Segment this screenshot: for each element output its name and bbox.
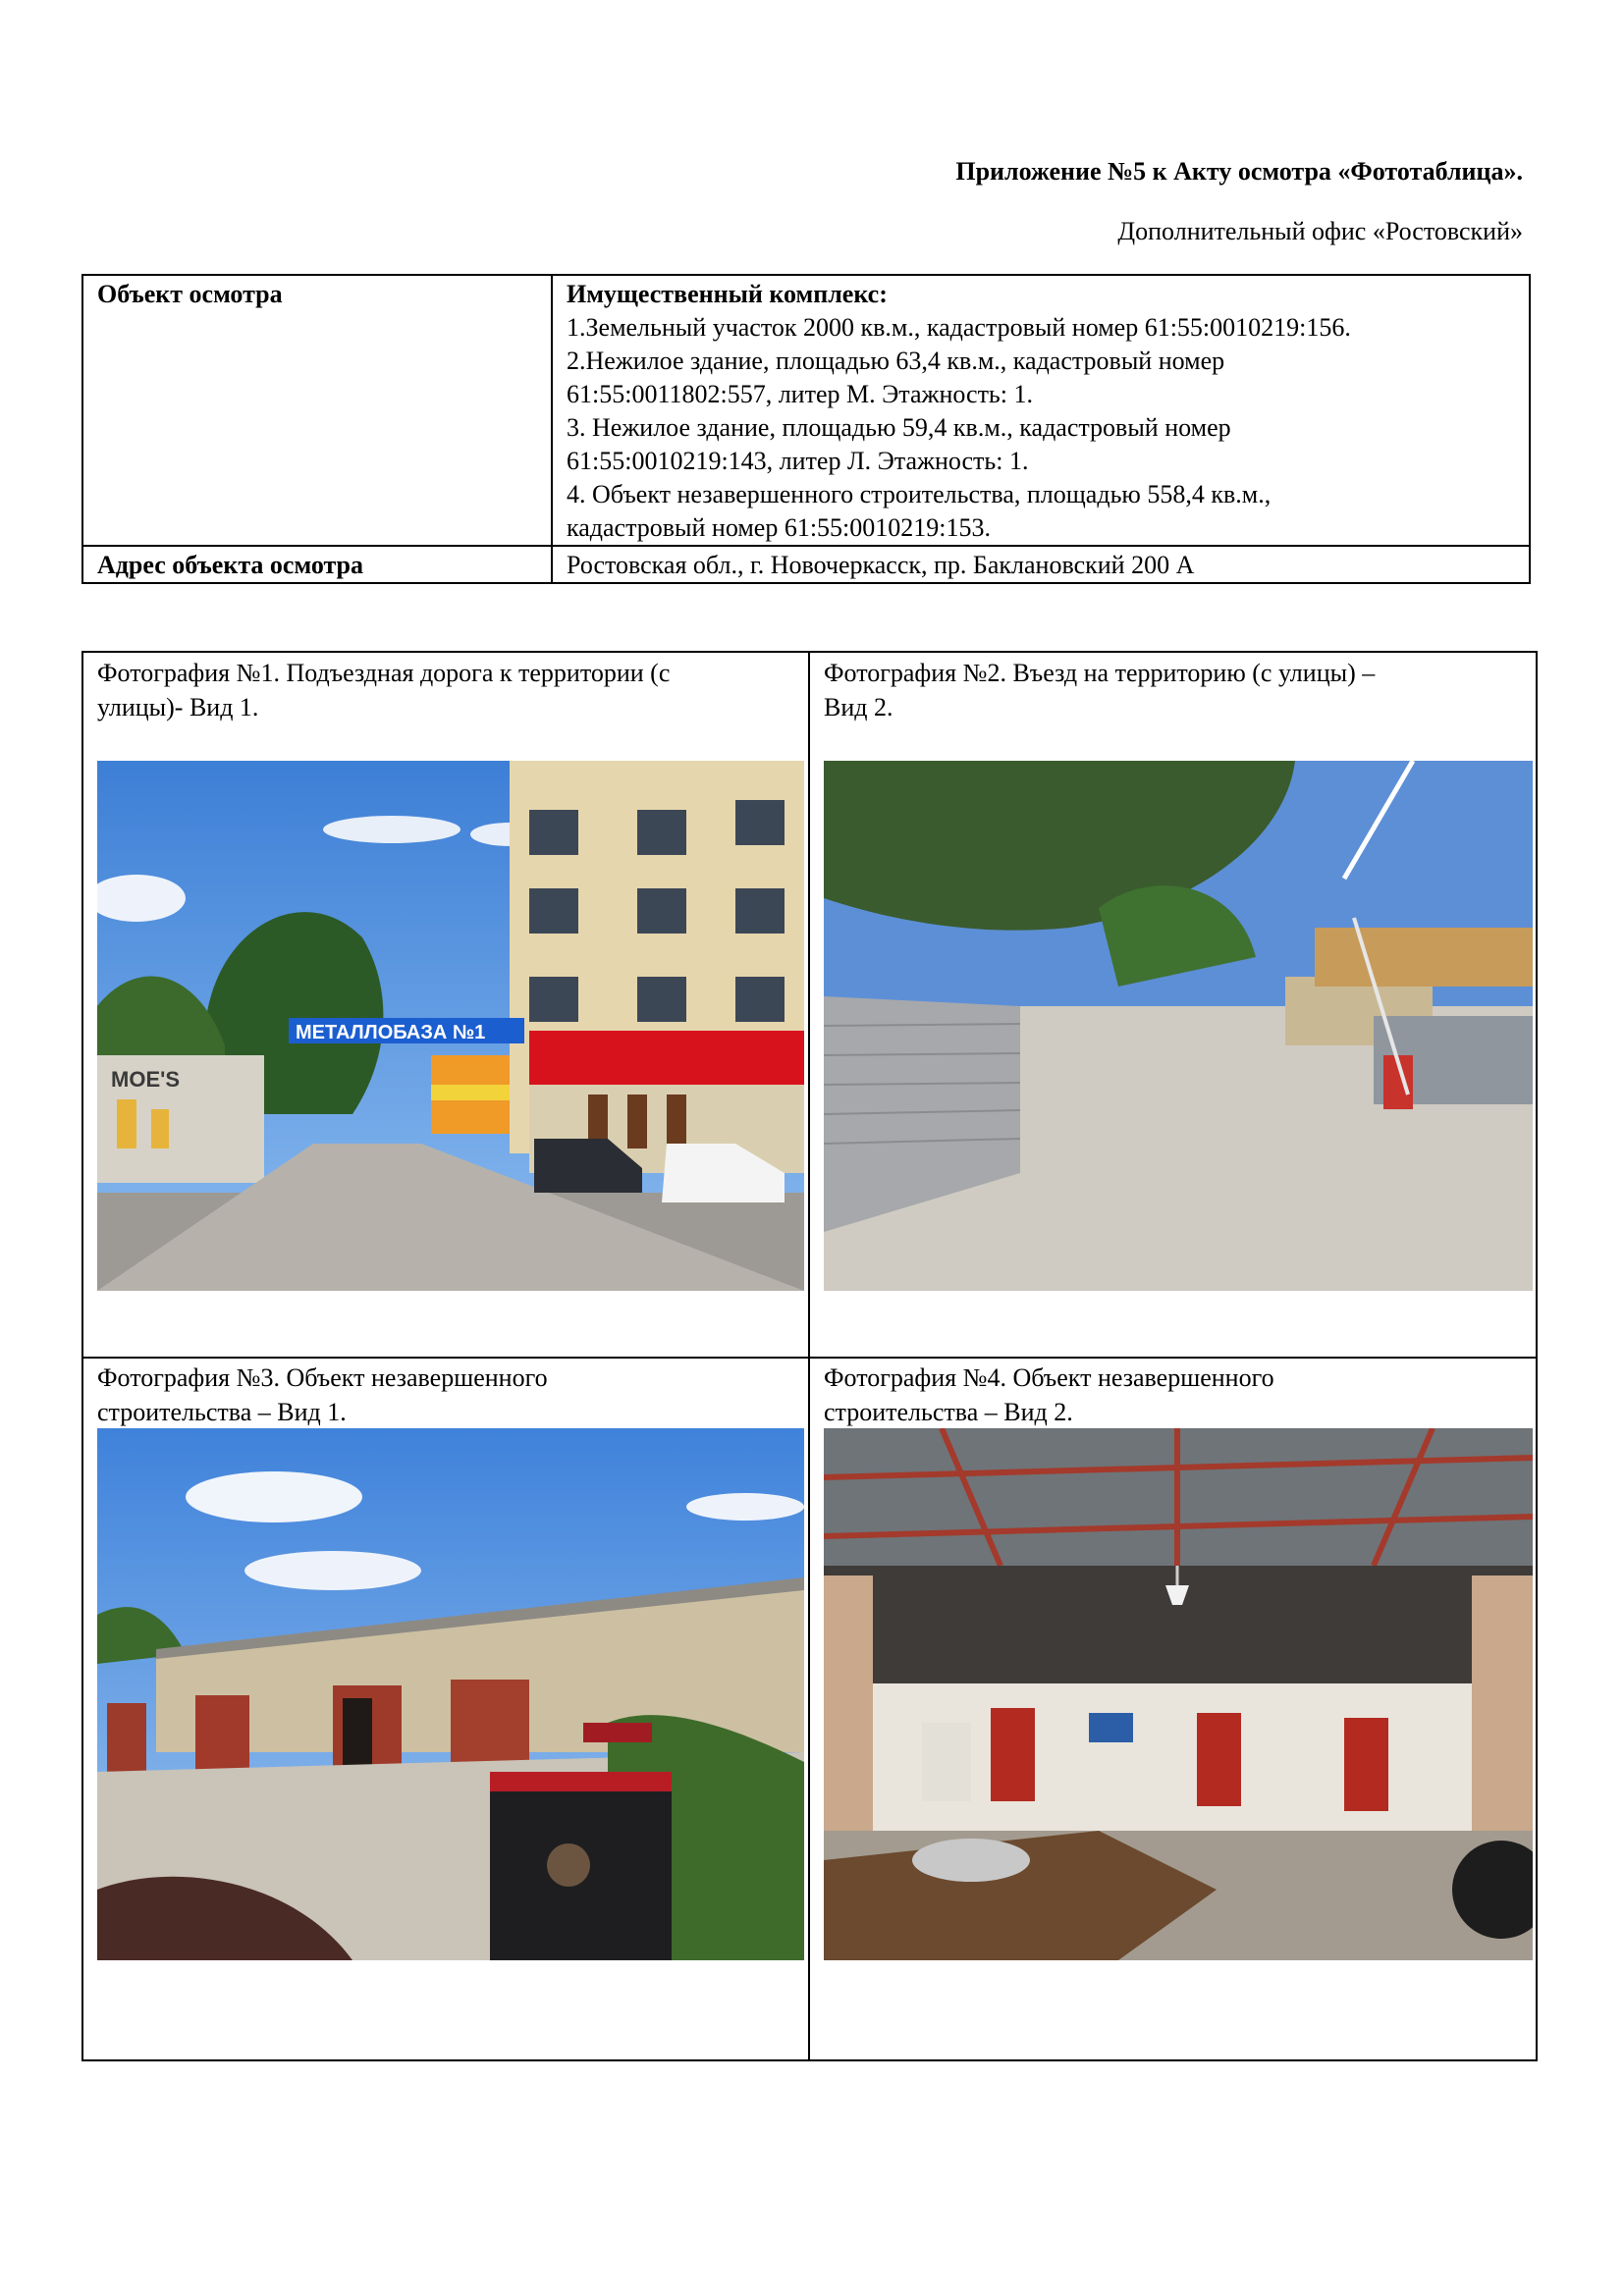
photo-table — [81, 651, 1538, 2061]
photo-2-image — [824, 761, 1533, 1291]
photo-4-image — [824, 1428, 1533, 1960]
object-label: Объект осмотра — [82, 275, 552, 546]
object-line: кадастровый номер 61:55:0010219:153. — [567, 513, 992, 542]
object-line: 61:55:0010219:143, литер Л. Этажность: 1. — [567, 447, 1029, 475]
object-line: 1.Земельный участок 2000 кв.м., кадастровый номер 61:55:0010219:156. — [567, 313, 1351, 342]
object-title: Имущественный комплекс: — [567, 280, 888, 308]
address-value: Ростовская обл., г. Новочеркасск, пр. Баклановский 200 А — [552, 546, 1530, 583]
table-divider-horizontal — [83, 1357, 1536, 1359]
object-line: 2.Нежилое здание, площадью 63,4 кв.м., кадастровый номер — [567, 347, 1225, 375]
document-title: Приложение №5 к Акту осмотра «Фототаблица». — [955, 157, 1523, 186]
address-row — [82, 546, 1530, 583]
photo-1-caption-line-2: улицы)- Вид 1. — [97, 693, 259, 721]
photo-3-caption-line-1: Фотография №3. Объект незавершенного — [97, 1363, 548, 1392]
office-name: Дополнительный офис «Ростовский» — [1117, 217, 1523, 245]
photo-3-image — [97, 1428, 804, 1960]
object-line: 4. Объект незавершенного строительства, площадью 558,4 кв.м., — [567, 480, 1272, 508]
object-line: 61:55:0011802:557, литер М. Этажность: 1. — [567, 380, 1034, 408]
metal-base-sign-text: МЕТАЛЛОБАЗА №1 — [296, 1022, 486, 1043]
photo-1-caption — [97, 656, 794, 724]
photo-4-caption-line-2: строительства – Вид 2. — [824, 1398, 1073, 1426]
photo-3-caption — [97, 1361, 794, 1429]
object-line: 3. Нежилое здание, площадью 59,4 кв.м., кадастровый номер — [567, 413, 1231, 442]
photo-2-caption-line-1: Фотография №2. Въезд на территорию (с улицы) – — [824, 659, 1376, 687]
photo-4-caption — [824, 1361, 1526, 1429]
photo-2-caption — [824, 656, 1526, 724]
inspection-info-table — [81, 274, 1531, 584]
object-description — [552, 275, 1530, 546]
shop-sign-text: MOE'S — [111, 1067, 181, 1092]
object-row — [82, 275, 1530, 546]
address-label: Адрес объекта осмотра — [82, 546, 552, 583]
photo-4-caption-line-1: Фотография №4. Объект незавершенного — [824, 1363, 1274, 1392]
photo-3-caption-line-2: строительства – Вид 1. — [97, 1398, 347, 1426]
photo-1-caption-line-1: Фотография №1. Подъездная дорога к территории (с — [97, 659, 671, 687]
photo-1-image — [97, 761, 804, 1291]
photo-2-caption-line-2: Вид 2. — [824, 693, 893, 721]
